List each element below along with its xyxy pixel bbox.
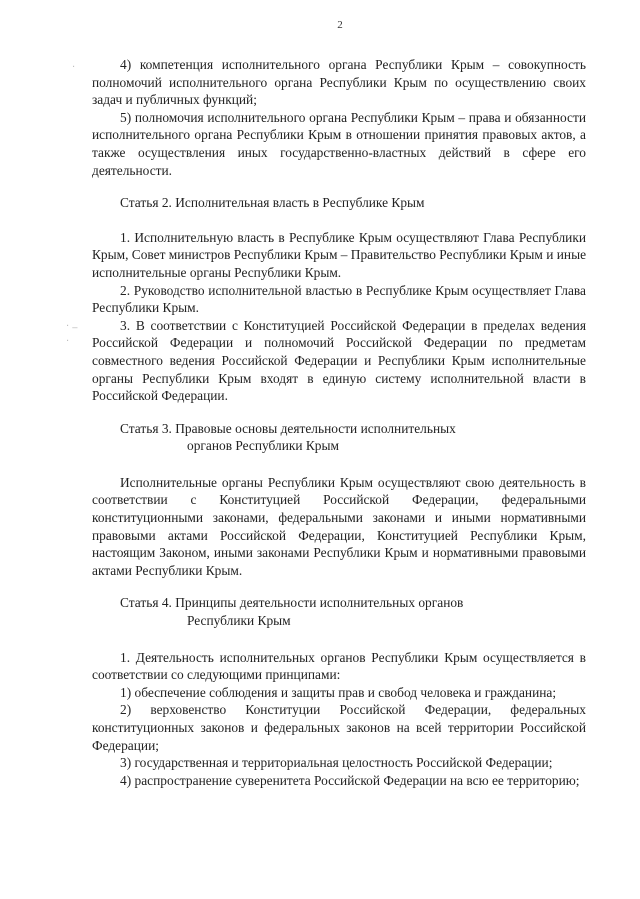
article-3-paragraph-1: Исполнительные органы Республики Крым осуществляют свою деятельность в соответствии с Конституцией Российской Федерации, федеральными конституционными законами, федеральными законами и иными нормативными правовыми актами Российской Федерации, Конституцией Республики Крым, настоящим Законом, иными законами Республики Крым и нормативными правовыми актами Республики Крым. [92,474,586,578]
article-4-principle-3: 3) государственная и территориальная целостность Российской Федерации; [120,755,553,771]
article-4-principle-4: 4) распространение суверенитета Российской Федерации на всю ее территорию; [120,772,580,788]
article-4-heading-continued: Республики Крым [187,613,291,629]
scan-mark: · [72,62,76,73]
article-4-principle-1: 1) обеспечение соблюдения и защиты прав и свобод человека и гражданина; [120,684,557,700]
definition-item-5: 5) полномочия исполнительного органа Республики Крым – права и обязанности исполнительного органа Республики Крым в отношении принятия правовых актов, а также осуществления иных государственно-властных действий в сфере его деятельности. [92,109,586,178]
article-3-heading-continued: органов Республики Крым [187,438,339,454]
article-4-principle-2: 2) верховенство Конституции Российской Федерации, федеральных конституционных законов и федеральных законов на всей территории Российской Федерации; [92,702,586,753]
article-4-paragraph-1: 1. Деятельность исполнительных органов Республики Крым осуществляется в соответствии со следующими принципами: [92,649,586,683]
article-2-paragraph-2: 2. Руководство исполнительной властью в Республике Крым осуществляет Глава Республики Крым. [92,282,586,316]
page-number: 2 [337,19,343,31]
article-2-paragraph-3: 3. В соответствии с Конституцией Российской Федерации в пределах ведения Российской Федерации и полномочий Российской Федерации по предметам совместного ведения Российской Федерации и Республики Крым исполнительные органы Республики Крым входят в единую систему исполнительной власти в Российской Федерации. [92,317,586,404]
scan-mark: · [66,336,70,347]
definition-item-4: 4) компетенция исполнительного органа Республики Крым – совокупность полномочий исполнительного органа Республики Крым по осуществлению своих задач и публичных функций; [92,57,586,108]
scan-mark: . _ [66,318,78,329]
article-2-heading: Статья 2. Исполнительная власть в Республике Крым [120,195,425,211]
article-4-heading: Статья 4. Принципы деятельности исполнительных органов [120,595,464,611]
article-2-paragraph-1: 1. Исполнительную власть в Республике Крым осуществляют Глава Республики Крым, Совет министров Республики Крым – Правительство Республики Крым и иные исполнительные органы Республики Крым. [92,229,587,280]
article-3-heading: Статья 3. Правовые основы деятельности исполнительных [120,420,456,436]
document-body [92,56,586,789]
